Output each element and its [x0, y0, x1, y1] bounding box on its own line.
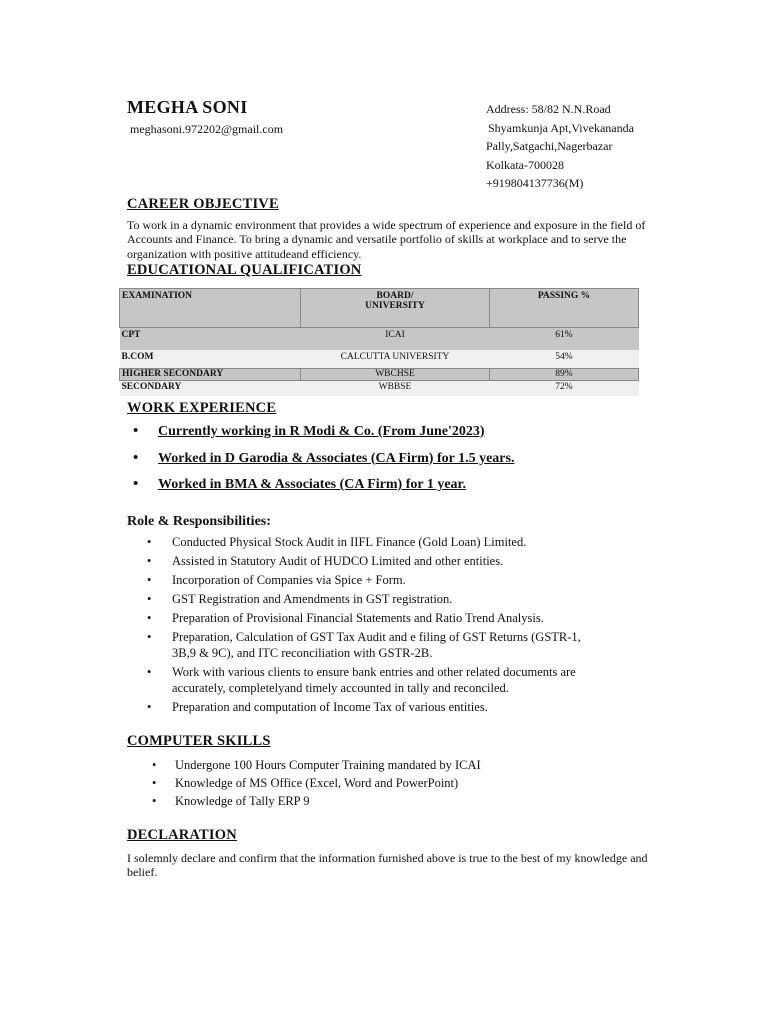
- list-item: [147, 610, 552, 626]
- cell-board: ICAI: [301, 328, 490, 351]
- role-item-text: GST Registration and Amendments in GST registration.: [172, 592, 453, 606]
- table-row: [120, 350, 639, 369]
- list-item: [147, 629, 592, 661]
- role-item-text: Preparation, Calculation of GST Tax Audit and e filing of GST Returns (GSTR-1, 3B,9 & 9C), and ITC reconciliation with GSTR-2B.: [172, 630, 581, 661]
- role-item-text: Assisted in Statutory Audit of HUDCO Limited and other entities.: [172, 554, 504, 568]
- role-item-text: Work with various clients to ensure bank entries and other related documents are accurately, completelyand timely accounted in tally and reconciled.: [172, 665, 576, 696]
- bullet-icon: •: [147, 592, 152, 606]
- list-item: [152, 792, 481, 810]
- bullet-icon: •: [147, 573, 152, 587]
- roles-list: [147, 534, 632, 718]
- role-item-text: Preparation of Provisional Financial Statements and Ratio Trend Analysis.: [172, 611, 544, 625]
- bullet-icon: •: [133, 449, 139, 466]
- bullet-icon: •: [133, 476, 139, 492]
- bullet-icon: •: [152, 758, 157, 772]
- address-block: [486, 100, 634, 193]
- declaration-text: I solemnly declare and confirm that the information furnished above is true to the best of my knowledge and belief.: [127, 851, 648, 880]
- candidate-name: MEGHA SONI: [127, 97, 248, 117]
- education-heading: EDUCATIONAL QUALIFICATION: [127, 262, 362, 278]
- cell-percent: 89%: [490, 369, 639, 381]
- cell-exam: B.COM: [120, 350, 301, 369]
- skill-item-text: Knowledge of Tally ERP 9: [175, 794, 310, 808]
- list-item: [133, 451, 514, 478]
- bullet-icon: •: [147, 700, 152, 715]
- table-row: [120, 369, 639, 381]
- roles-heading: Role & Responsibilities:: [127, 514, 271, 529]
- work-item-text: Worked in D Garodia & Associates (CA Firm) for 1.5 years.: [158, 450, 515, 466]
- skill-item-text: Undergone 100 Hours Computer Training mandated by ICAI: [175, 758, 481, 772]
- education-table: [119, 288, 639, 396]
- cell-percent: 61%: [490, 328, 639, 351]
- list-item: [152, 756, 481, 774]
- table-row: [120, 381, 639, 397]
- career-objective-heading: CAREER OBJECTIVE: [127, 196, 279, 212]
- work-experience-heading: WORK EXPERIENCE: [127, 400, 277, 416]
- skills-list: [152, 756, 481, 810]
- cell-board: CALCUTTA UNIVERSITY: [301, 350, 490, 369]
- cell-percent: 54%: [490, 350, 639, 369]
- bullet-icon: •: [147, 665, 152, 680]
- column-header-passing: PASSING %: [490, 289, 639, 328]
- list-item: [147, 553, 632, 569]
- bullet-icon: •: [147, 554, 152, 568]
- skill-item-text: Knowledge of MS Office (Excel, Word and PowerPoint): [175, 776, 459, 790]
- table-row: [120, 328, 639, 351]
- cell-board: WBBSE: [301, 381, 490, 397]
- address-line: Address: 58/82 N.N.Road: [486, 102, 611, 116]
- list-item: [147, 591, 632, 607]
- column-header-examination: EXAMINATION: [120, 289, 301, 328]
- bullet-icon: •: [147, 630, 152, 644]
- list-item: [147, 699, 632, 715]
- bullet-icon: •: [133, 423, 139, 439]
- cell-exam: HIGHER SECONDARY: [120, 369, 301, 381]
- bullet-icon: •: [147, 611, 152, 625]
- cell-exam: SECONDARY: [120, 381, 301, 397]
- list-item: [133, 424, 514, 451]
- column-header-board: BOARD/ UNIVERSITY: [301, 289, 490, 328]
- computer-skills-heading: COMPUTER SKILLS: [127, 733, 271, 749]
- cell-exam: CPT: [120, 328, 301, 351]
- cell-board: WBCHSE: [301, 369, 490, 381]
- address-line: Shyamkunja Apt,Vivekananda: [488, 120, 634, 135]
- table-header-row: [120, 289, 639, 328]
- declaration-heading: DECLARATION: [127, 827, 237, 843]
- list-item: [147, 572, 632, 588]
- list-item: [133, 477, 514, 504]
- address-line: Pally,Satgachi,Nagerbazar: [486, 139, 613, 153]
- cell-percent: 72%: [490, 381, 639, 397]
- role-item-text: Incorporation of Companies via Spice + Form.: [172, 573, 406, 587]
- work-item-text: Worked in BMA & Associates (CA Firm) for 1 year.: [158, 477, 466, 492]
- bullet-icon: •: [152, 794, 157, 808]
- address-line: Kolkata-700028: [486, 157, 564, 172]
- bullet-icon: •: [152, 776, 157, 790]
- phone-number: +919804137736(M): [486, 176, 584, 190]
- bullet-icon: •: [147, 535, 152, 549]
- career-objective-text: To work in a dynamic environment that provides a wide spectrum of experience and exposure in the field of Accounts and Finance. To bring a dynamic and versatile portfolio of skills at workplace and to serve the organization with positive attitudeand efficiency.: [127, 218, 646, 261]
- role-item-text: Conducted Physical Stock Audit in IIFL Finance (Gold Loan) Limited.: [172, 535, 527, 549]
- work-item-text: Currently working in R Modi & Co. (From June'2023): [158, 424, 485, 439]
- work-experience-list: [133, 424, 514, 504]
- email-address: meghasoni.972202@gmail.com: [130, 122, 284, 136]
- list-item: [147, 534, 632, 550]
- list-item: [147, 664, 627, 696]
- list-item: [152, 774, 481, 792]
- role-item-text: Preparation and computation of Income Tax of various entities.: [172, 700, 488, 715]
